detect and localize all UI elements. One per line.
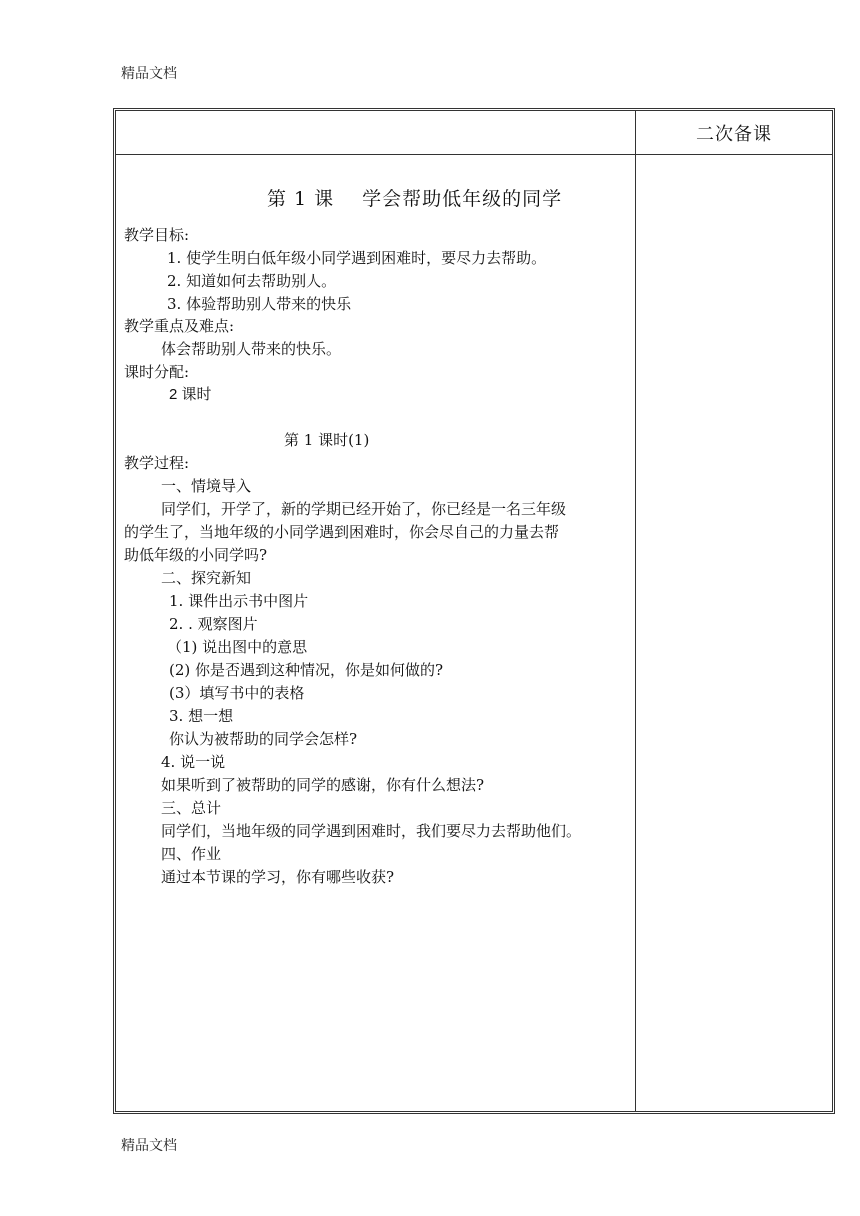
lesson-number: 第 1 课	[267, 188, 335, 210]
list-item: 你认为被帮助的同学会怎样?	[169, 730, 358, 748]
list-item: (3）填写书中的表格	[169, 684, 305, 702]
process-label: 教学过程:	[124, 454, 190, 472]
paragraph-line: 同学们，当地年级的同学遇到困难时，我们要尽力去帮助他们。	[161, 822, 582, 840]
second-prep-header: 二次备课	[696, 123, 772, 145]
key-points-text: 体会帮助别人带来的快乐。	[161, 340, 342, 358]
objectives-label: 教学目标:	[124, 226, 190, 244]
lesson-plan-table	[113, 108, 835, 1114]
objective-item: 2. 知道如何去帮助别人。	[167, 272, 337, 290]
list-item: (2) 你是否遇到这种情况，你是如何做的?	[169, 661, 444, 679]
lesson-name: 学会帮助低年级的同学	[362, 188, 563, 210]
list-item: 如果听到了被帮助的同学的感谢，你有什么想法?	[161, 776, 485, 794]
key-points-label: 教学重点及难点:	[124, 317, 235, 335]
list-item: 1. 课件出示书中图片	[169, 592, 309, 610]
watermark-top: 精品文档	[121, 66, 177, 82]
paragraph-line: 的学生了，当地年级的小同学遇到困难时，你会尽自己的力量去帮	[124, 523, 560, 541]
paragraph-line: 助低年级的小同学吗?	[124, 546, 268, 564]
watermark-bottom: 精品文档	[121, 1138, 177, 1154]
column-divider	[635, 111, 636, 1111]
list-item: 4. 说一说	[161, 753, 226, 771]
period-label: 课时分配:	[124, 363, 190, 381]
section-title: 三、总计	[161, 799, 222, 817]
session-title: 第 1 课时(1)	[284, 431, 370, 449]
lesson-title	[267, 188, 562, 210]
paragraph-line: 通过本节课的学习，你有哪些收获?	[161, 868, 395, 886]
objective-item: 3. 体验帮助别人带来的快乐	[167, 295, 352, 313]
paragraph-line: 同学们，开学了，新的学期已经开始了，你已经是一名三年级	[161, 500, 567, 518]
section-title: 四、作业	[161, 845, 222, 863]
list-item: （1) 说出图中的意思	[167, 638, 308, 656]
section-title: 二、探究新知	[161, 569, 252, 587]
objective-item: 1. 使学生明白低年级小同学遇到困难时，要尽力去帮助。	[167, 249, 547, 267]
header-divider	[116, 154, 832, 155]
section-title: 一、情境导入	[161, 477, 252, 495]
list-item: 2. . 观察图片	[169, 615, 258, 633]
period-text: 2 课时	[169, 386, 212, 403]
list-item: 3. 想一想	[169, 707, 234, 725]
